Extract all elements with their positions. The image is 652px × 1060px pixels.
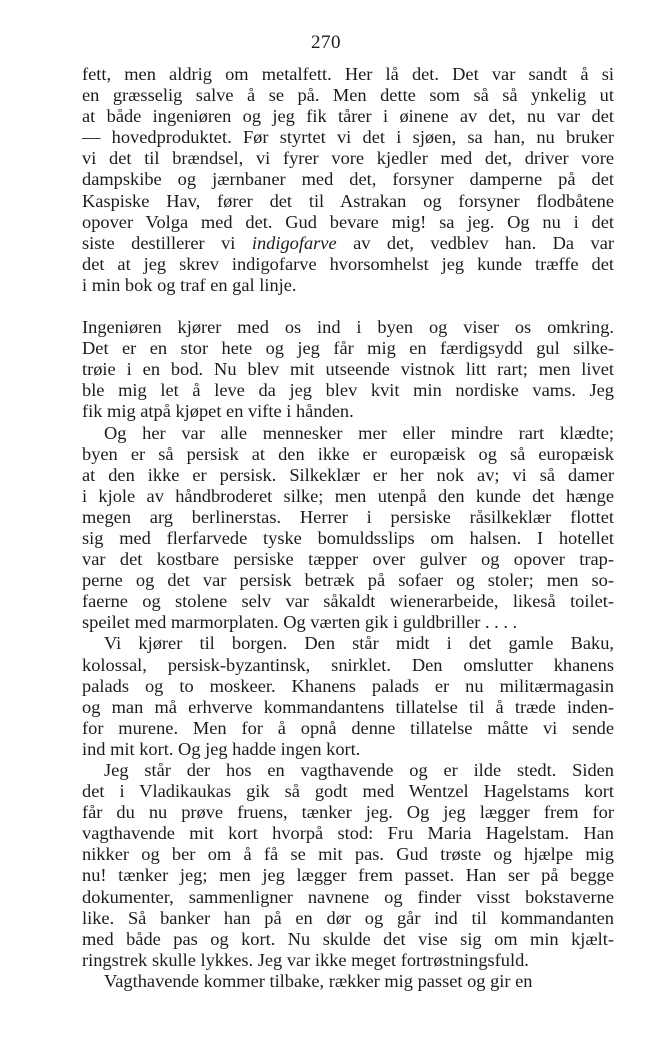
text-line: det at jeg skrev indigofarve hvorsomhelst jeg kunde træffe det: [82, 253, 614, 274]
paragraph: [82, 633, 614, 760]
paragraph: [82, 423, 614, 634]
text-line: like. Så banker han på en dør og går ind til kommandanten: [82, 907, 614, 928]
text-line: det i Vladikaukas gik så godt med Wentzel Hagelstams kort: [82, 781, 614, 802]
text-line: Det er en stor hete og jeg får mig en færdigsydd gul silke-: [82, 338, 614, 359]
text-line: ringstrek skulle lykkes. Jeg var ikke meget fortrøstningsfuld.: [82, 949, 529, 970]
text-line: byen er så persisk at den ikke er europæisk og så europæisk: [82, 443, 614, 464]
body-text: [82, 64, 614, 992]
text-line: Og her var alle mennesker mer eller mindre rart klædte;: [104, 422, 614, 443]
text-line: perne og det var persisk betræk på sofaer og stoler; men so-: [82, 570, 614, 591]
text-line: nikker og ber om å få se mit pas. Gud trøste og hjælpe mig: [82, 844, 614, 865]
text-line: en græsselig salve å se på. Men dette som så så ynkelig ut: [82, 85, 614, 106]
paragraph: [82, 971, 614, 992]
text-line: for murene. Men for å opnå denne tillatelse måtte vi sende: [82, 717, 614, 738]
text-line: Jeg står der hos en vagthavende og er ilde stedt. Siden: [104, 760, 614, 780]
paragraph: [82, 760, 614, 971]
text-line: i min bok og traf en gal linje.: [82, 274, 297, 295]
text-line: var det kostbare persiske tæpper over gulver og opover trap-: [82, 549, 614, 570]
text-line: — hovedproduktet. Før styrtet vi det i sjøen, sa han, nu bruker: [82, 127, 614, 148]
text-line: at den ikke er persisk. Silkeklær er her nok av; vi så damer: [82, 464, 614, 485]
text-line: Vagthavende kommer tilbake, rækker mig passet og gir en: [104, 970, 533, 991]
text-line: Vi kjører til borgen. Den står midt i det gamle Baku,: [104, 633, 614, 654]
text-line: at både ingeniøren og jeg fik tårer i øinene av det, nu var det: [82, 106, 614, 127]
text-line: vi det til brændsel, vi fyrer vore kjedler med det, driver vore: [82, 148, 614, 169]
text-line: palads og to moskeer. Khanens palads er nu militærmagasin: [82, 675, 614, 696]
text-line: ind mit kort. Og jeg hadde ingen kort.: [82, 738, 361, 759]
text-line: opover Volga med det. Gud bevare mig! sa jeg. Og nu i det: [82, 211, 614, 232]
text-line: faerne og stolene selv var såkaldt wienerarbeide, likeså toilet-: [82, 591, 614, 612]
text-line: Kaspiske Hav, fører det til Astrakan og forsyner flodbåtene: [82, 190, 614, 211]
paragraph-gap: [82, 296, 614, 317]
text-line: speilet med marmorplaten. Og værten gik i guldbriller . . . .: [82, 612, 518, 633]
text-line: får du nu prøve fruens, tænker jeg. Og jeg lægger frem for: [82, 802, 614, 823]
text-line: megen arg berlinerstas. Herrer i persiske råsilkeklær flottet: [82, 506, 614, 527]
text-line: vagthavende mit kort hvorpå stod: Fru Maria Hagelstam. Han: [82, 823, 614, 844]
text-line: ble mig let å leve da jeg blev kvit min nordiske vams. Jeg: [82, 380, 614, 401]
text-line: Ingeniøren kjører med os ind i byen og viser os omkring.: [82, 317, 614, 338]
page-number: 270: [311, 32, 341, 53]
text-line: med både pas og kort. Nu skulde det vise sig om min kjælt-: [82, 928, 614, 949]
text-line: dampskibe og jærnbaner med det, forsyner damperne på det: [82, 169, 614, 190]
text-line: fik mig atpå kjøpet en vifte i hånden.: [82, 401, 354, 422]
text-line: trøie i en bod. Nu blev mit utseende vistnok litt rart; men livet: [82, 359, 614, 380]
text-line: dokumenter, sammenligner navnene og finder visst bokstaverne: [82, 886, 614, 907]
text-line: i kjole av håndbroderet silke; men utenpå den kunde det hænge: [82, 485, 614, 506]
text-line: siste destillerer vi indigofarve av det, vedblev han. Da var: [82, 232, 614, 253]
text-line: nu! tænker jeg; men jeg lægger frem passet. Han ser på begge: [82, 865, 614, 886]
paragraph: [82, 317, 614, 422]
text-line: og man må erhverve kommandantens tillatelse til å træde inden-: [82, 696, 614, 717]
text-line: sig med flerfarvede tyske bomuldsslips om halsen. I hotellet: [82, 527, 614, 548]
paragraph: [82, 64, 614, 296]
text-line: fett, men aldrig om metalfett. Her lå det. Det var sandt å si: [82, 64, 614, 84]
text-line: kolossal, persisk-byzantinsk, snirklet. Den omslutter khanens: [82, 654, 614, 675]
